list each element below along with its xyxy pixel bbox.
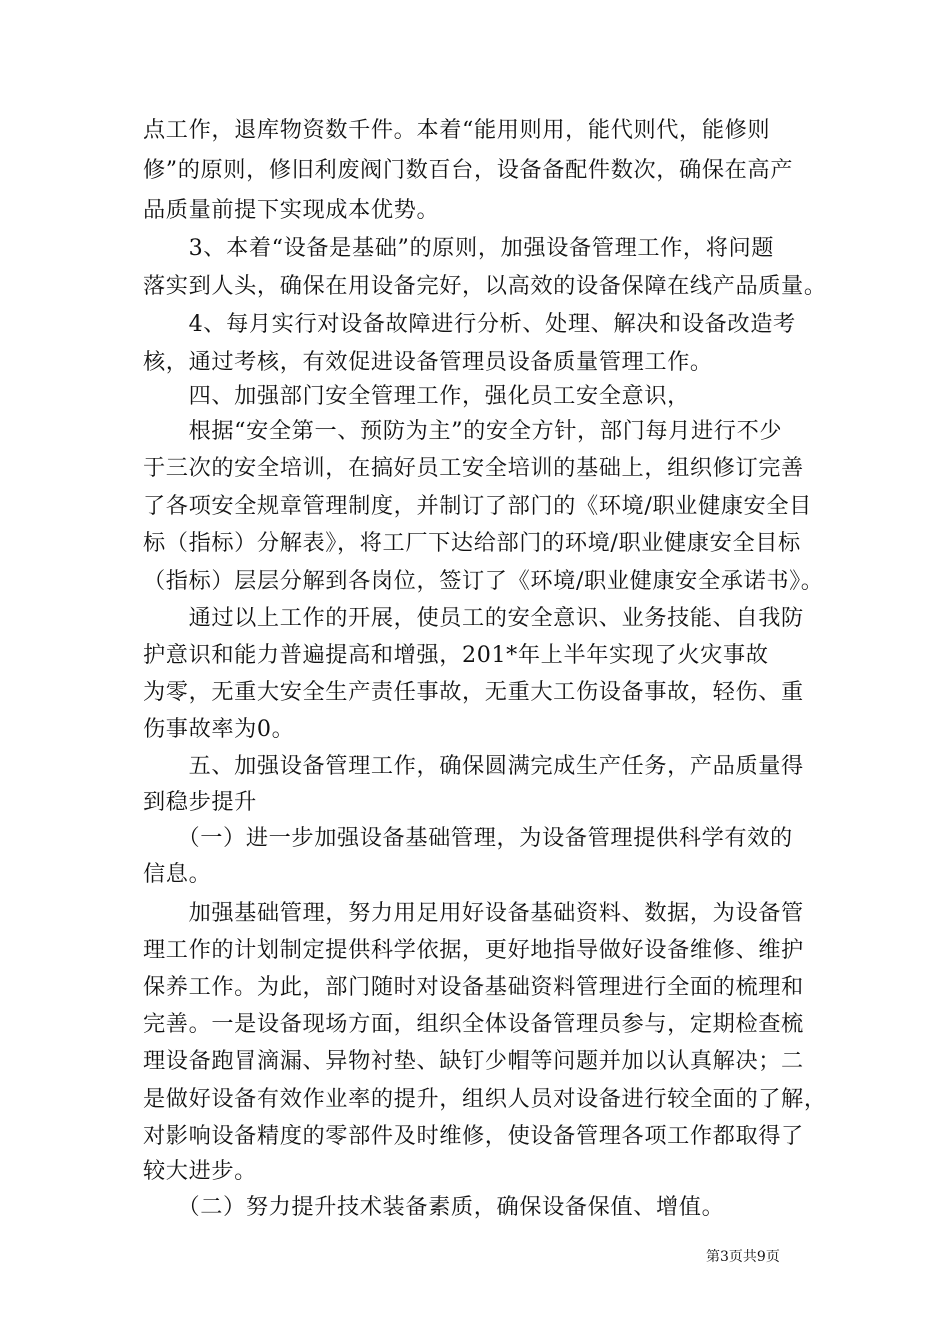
text-line: （一）进一步加强设备基础管理，为设备管理提供科学有效的 (143, 825, 793, 851)
text-line: 落实到人头，确保在用设备完好，以高效的设备保障在线产品质量。 (143, 273, 827, 299)
text-line: 护意识和能力普遍提高和增强，201*年上半年实现了火灾事故 (143, 642, 769, 668)
text-line: 4、每月实行对设备故障进行分析、处理、解决和设备改造考 (143, 311, 796, 337)
text-line: 点工作，退库物资数千件。本着“能用则用，能代则代，能修则 (143, 117, 771, 143)
text-line: 了各项安全规章管理制度，并制订了部门的《环境/职业健康安全目 (143, 493, 812, 519)
text-line: 为零，无重大安全生产责任事故，无重大工伤设备事故，轻伤、重 (143, 679, 804, 705)
page-number: 第3页共9页 (706, 1249, 780, 1265)
text-line: 四、加强部门安全管理工作，强化员工安全意识， (143, 383, 690, 409)
text-line: 修”的原则，修旧利废阀门数百台，设备备配件数次，确保在高产 (143, 157, 793, 183)
text-line: 是做好设备有效作业率的提升，组织人员对设备进行较全面的了解， (143, 1086, 827, 1112)
text-line: 理设备跑冒滴漏、异物衬垫、缺钉少帽等问题并加以认真解决；二 (143, 1048, 804, 1074)
text-line: 标（指标）分解表》，将工厂下达给部门的环境/职业健康安全目标 (143, 530, 801, 556)
text-line: 五、加强设备管理工作，确保圆满完成生产任务，产品质量得 (143, 753, 804, 779)
text-line: 保养工作。为此，部门随时对设备基础资料管理进行全面的梳理和 (143, 974, 804, 1000)
text-line: 到稳步提升 (143, 789, 257, 815)
text-line: （二）努力提升技术装备素质，确保设备保值、增值。 (143, 1194, 725, 1220)
text-line: 理工作的计划制定提供科学依据，更好地指导做好设备维修、维护 (143, 937, 804, 963)
text-line: 加强基础管理，努力用足用好设备基础资料、数据，为设备管 (143, 900, 804, 926)
text-line: 核，通过考核，有效促进设备管理员设备质量管理工作。 (143, 349, 713, 375)
text-line: 3、本着“设备是基础”的原则，加强设备管理工作，将问题 (143, 235, 775, 261)
text-line: 完善。一是设备现场方面，组织全体设备管理员参与，定期检查梳 (143, 1011, 804, 1037)
text-line: 较大进步。 (143, 1158, 257, 1184)
text-line: 通过以上工作的开展，使员工的安全意识、业务技能、自我防 (143, 605, 804, 631)
text-line: 对影响设备精度的零部件及时维修，使设备管理各项工作都取得了 (143, 1123, 804, 1149)
text-line: 根据“安全第一、预防为主”的安全方针，部门每月进行不少 (143, 418, 783, 444)
text-line: 于三次的安全培训，在搞好员工安全培训的基础上，组织修订完善 (143, 455, 804, 481)
text-line: （指标）层层分解到各岗位，签订了《环境/职业健康安全承诺书》。 (143, 568, 824, 594)
text-line: 信息。 (143, 861, 212, 887)
text-line: 品质量前提下实现成本优势。 (143, 197, 440, 223)
text-line: 伤事故率为0。 (143, 716, 295, 742)
